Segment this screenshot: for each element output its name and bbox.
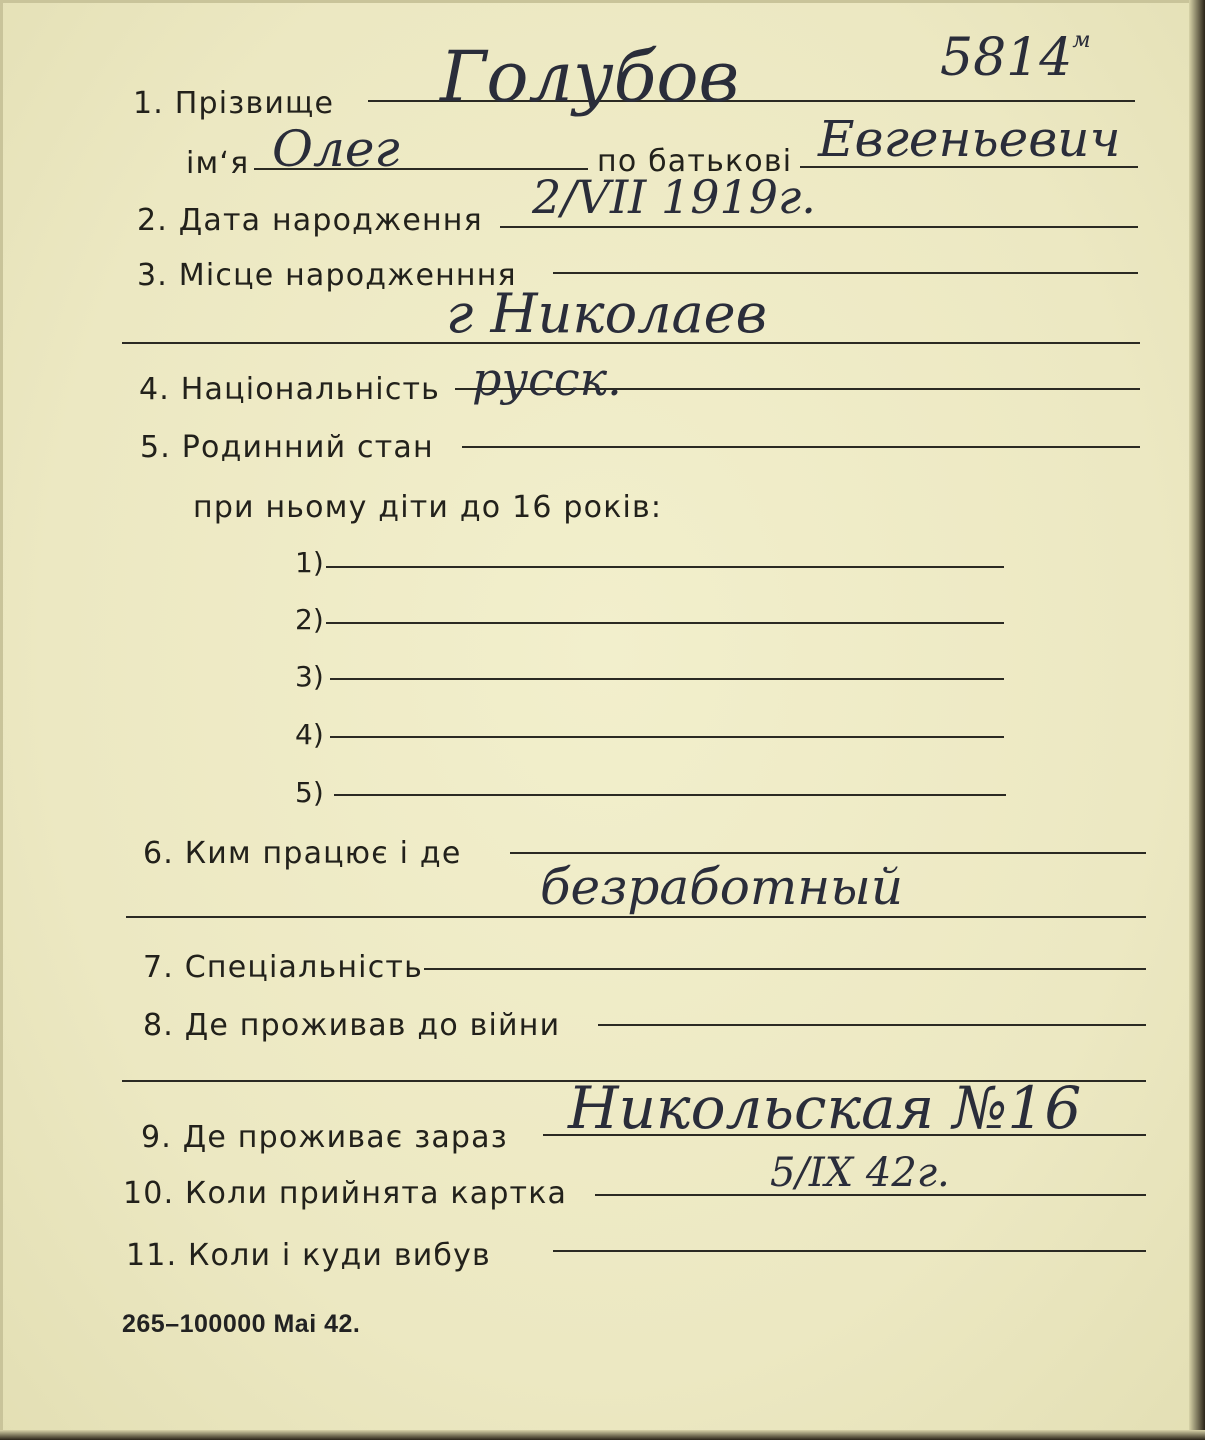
departed-label: 11. Коли і куди вибув <box>126 1238 491 1273</box>
prewar-residence-label: 8. Де проживав до війни <box>143 1008 561 1043</box>
first-name-value: Олег <box>272 120 400 178</box>
first-name-label: ім‘я <box>186 146 250 181</box>
current-residence-value: Никольская №16 <box>568 1074 1082 1142</box>
child-row-label: 5) <box>295 776 324 809</box>
card-accepted-value: 5/IX 42г. <box>770 1150 950 1196</box>
surname-value: Голубов <box>440 36 740 118</box>
surname-label: 1. Прізвище <box>133 86 335 121</box>
child-row-line <box>326 622 1004 624</box>
birth-date-line <box>500 226 1138 228</box>
child-row-label: 2) <box>295 603 324 636</box>
patronymic-label: по батькові <box>597 144 793 179</box>
nationality-value: русск. <box>472 352 622 406</box>
child-row-label: 4) <box>295 718 324 751</box>
marital-status-label: 5. Родинний стан <box>140 430 434 465</box>
occupation-label: 6. Ким працює і де <box>143 836 462 871</box>
current-residence-label: 9. Де проживає зараз <box>141 1120 508 1155</box>
specialty-line <box>424 968 1146 970</box>
print-mark: 265–100000 Mai 42. <box>122 1310 361 1338</box>
birth-place-line <box>553 272 1138 274</box>
occupation-line-2 <box>126 916 1146 918</box>
children-label: при ньому діти до 16 років: <box>193 490 663 525</box>
child-row-label: 3) <box>295 660 324 693</box>
card-edge-bottom <box>0 1430 1205 1440</box>
child-row-line <box>326 566 1004 568</box>
nationality-label: 4. Національність <box>139 372 441 407</box>
birth-place-label: 3. Місце народженння <box>137 258 517 293</box>
patronymic-value: Евгеньевич <box>818 110 1121 168</box>
child-row-line <box>334 794 1006 796</box>
birth-date-value: 2/VII 1919г. <box>532 170 816 224</box>
marital-status-line <box>462 446 1140 448</box>
occupation-line <box>510 852 1146 854</box>
card-accepted-label: 10. Коли прийнята картка <box>123 1176 568 1211</box>
departed-line <box>553 1250 1146 1252</box>
specialty-label: 7. Спеціальність <box>143 950 423 985</box>
child-row-label: 1) <box>295 546 324 579</box>
prewar-residence-line <box>598 1024 1146 1026</box>
birth-date-label: 2. Дата народження <box>137 203 483 238</box>
child-row-line <box>330 736 1004 738</box>
occupation-value: безработный <box>540 858 904 916</box>
birth-place-value: г Николаев <box>446 282 768 345</box>
child-row-line <box>330 678 1004 680</box>
card-edge-right <box>1189 0 1205 1440</box>
card-number: $5814^м$ <box>940 28 1091 88</box>
